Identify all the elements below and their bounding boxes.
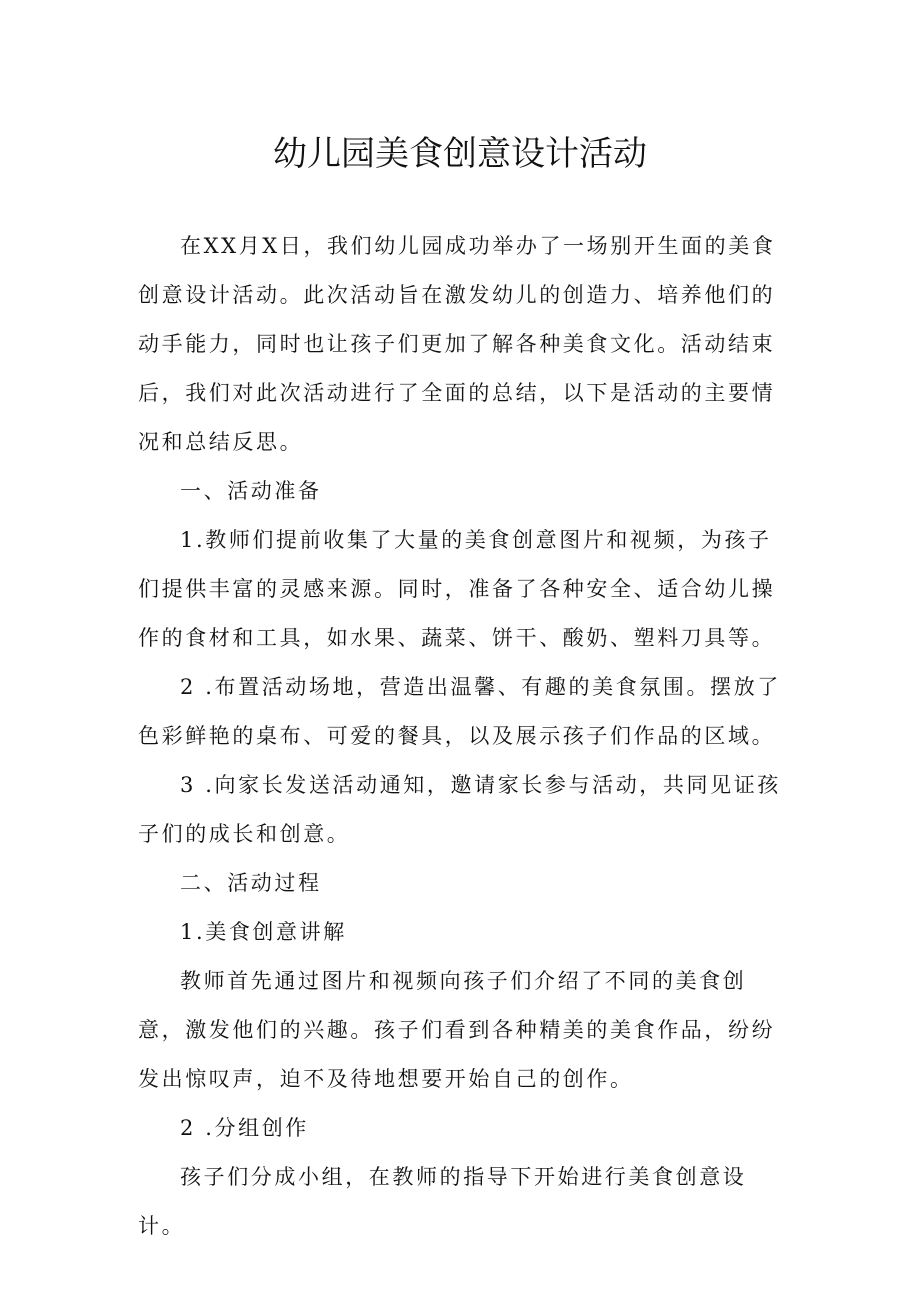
preparation-item-1: 1.教师们提前收集了大量的美食创意图片和视频，为孩子们提供丰富的灵感来源。同时，准备了各种安全、适合幼儿操作的食材和工具，如水果、蔬菜、饼干、酸奶、塑料刀具等。 [138, 528, 776, 650]
process-paragraph-2: 孩子们分成小组，在教师的指导下开始进行美食创意设计。 [138, 1165, 747, 1238]
process-item-title-2: 2 .分组创作 [180, 1116, 309, 1140]
preparation-item-3: 3 .向家长发送活动通知，邀请家长参与活动，共同见证孩子们的成长和创意。 [138, 773, 781, 846]
section-heading-process: 二、活动过程 [180, 871, 322, 895]
document-body [138, 222, 792, 1251]
section-heading-preparation: 一、活动准备 [180, 479, 322, 503]
document-title: 幼儿园美食创意设计活动 [273, 134, 647, 174]
process-item-title-1: 1.美食创意讲解 [180, 920, 347, 944]
intro-paragraph: 在XX月X日，我们幼儿园成功举办了一场别开生面的美食创意设计活动。此次活动旨在激发幼儿的创造力、培养他们的动手能力，同时也让孩子们更加了解各种美食文化。活动结束后，我们对此次活动进行了全面的总结，以下是活动的主要情况和总结反思。 [138, 234, 776, 454]
preparation-item-2: 2 .布置活动场地，营造出温馨、有趣的美食氛围。摆放了色彩鲜艳的桌布、可爱的餐具，以及展示孩子们作品的区域。 [138, 675, 781, 748]
process-paragraph-1: 教师首先通过图片和视频向孩子们介绍了不同的美食创意，激发他们的兴趣。孩子们看到各种精美的美食作品，纷纷发出惊叹声，迫不及待地想要开始自己的创作。 [138, 969, 776, 1091]
